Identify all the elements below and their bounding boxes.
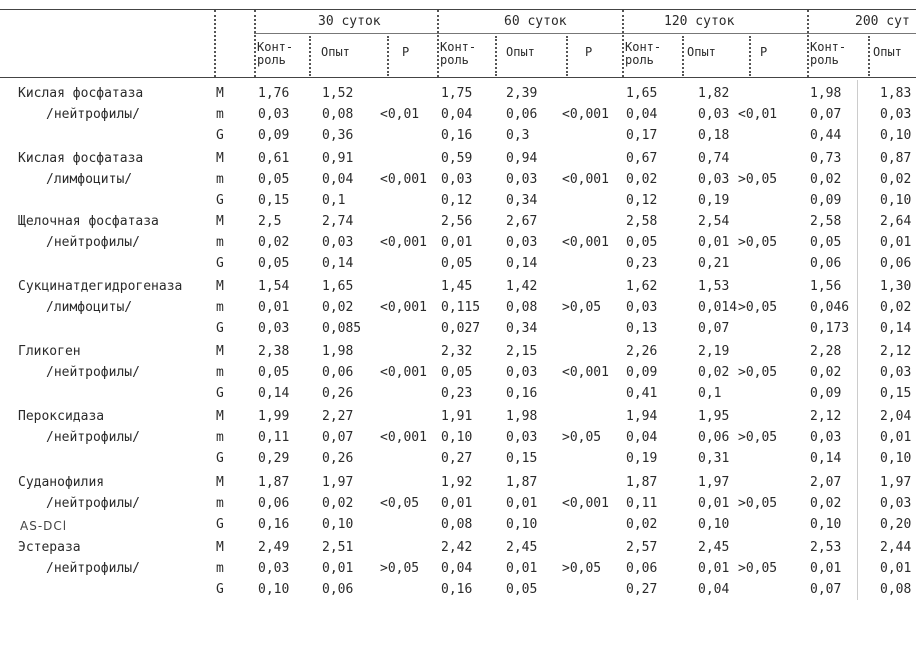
cell-p-120: >0,05 [738, 172, 778, 187]
indicator-name: Пероксидаза [18, 409, 105, 424]
cell-control-30: 0,06 [258, 496, 290, 511]
cell-control-30: 0,01 [258, 300, 290, 315]
cell-control-60: 1,45 [441, 279, 473, 294]
cell-p-30: <0,001 [380, 235, 427, 250]
cell-experiment-120: 1,97 [698, 475, 730, 490]
cell-control-30: 0,09 [258, 128, 290, 143]
cell-experiment-60: 1,98 [506, 409, 538, 424]
indicator-cell-type: /нейтрофилы/ [46, 235, 140, 250]
cell-control-30: 2,5 [258, 214, 282, 229]
cell-control-60: 0,59 [441, 151, 473, 166]
cell-experiment-30: 0,03 [322, 235, 354, 250]
subheader-p: Р [760, 45, 768, 59]
cell-control-200: 0,02 [810, 365, 842, 380]
cell-p-60: >0,05 [562, 300, 602, 315]
cell-experiment-30: 0,26 [322, 451, 354, 466]
cell-p-120: >0,05 [738, 561, 778, 576]
cell-control-120: 0,04 [626, 107, 658, 122]
divider-stub [214, 10, 216, 77]
cell-experiment-120: 0,10 [698, 517, 730, 532]
cell-experiment-30: 0,02 [322, 496, 354, 511]
cell-control-120: 1,65 [626, 86, 658, 101]
cell-control-60: 0,08 [441, 517, 473, 532]
cell-experiment-120: 1,82 [698, 86, 730, 101]
handwritten-note: AS-DCl [20, 519, 68, 533]
cell-experiment-30: 1,65 [322, 279, 354, 294]
cell-control-200: 2,53 [810, 540, 842, 555]
cell-experiment-200: 2,44 [880, 540, 912, 555]
cell-control-120: 0,09 [626, 365, 658, 380]
cell-p-30: <0,05 [380, 496, 420, 511]
cell-experiment-200: 0,01 [880, 430, 912, 445]
cell-p-120: >0,05 [738, 496, 778, 511]
cell-control-120: 2,26 [626, 344, 658, 359]
stat-label: m [216, 172, 224, 187]
cell-control-60: 0,27 [441, 451, 473, 466]
divider-200 [807, 10, 809, 77]
divider-sub-3 [495, 36, 497, 76]
cell-experiment-30: 0,085 [322, 321, 362, 336]
cell-experiment-120: 0,03 [698, 107, 730, 122]
cell-experiment-200: 1,30 [880, 279, 912, 294]
cell-experiment-120: 0,03 [698, 172, 730, 187]
cell-experiment-60: 0,08 [506, 300, 538, 315]
stat-label: М [216, 86, 224, 101]
indicator-name: Гликоген [18, 344, 81, 359]
cell-experiment-200: 0,03 [880, 496, 912, 511]
cell-control-120: 1,87 [626, 475, 658, 490]
cell-experiment-30: 0,01 [322, 561, 354, 576]
cell-control-60: 0,12 [441, 193, 473, 208]
cell-control-120: 1,62 [626, 279, 658, 294]
cell-control-60: 0,05 [441, 365, 473, 380]
cell-control-200: 2,12 [810, 409, 842, 424]
cell-control-30: 0,03 [258, 561, 290, 576]
cell-experiment-30: 2,27 [322, 409, 354, 424]
cell-p-60: <0,001 [562, 172, 609, 187]
cell-control-60: 0,04 [441, 107, 473, 122]
cell-experiment-60: 0,15 [506, 451, 538, 466]
cell-control-60: 1,91 [441, 409, 473, 424]
cell-control-30: 0,05 [258, 172, 290, 187]
cell-experiment-120: 0,01 [698, 561, 730, 576]
cell-control-60: 0,16 [441, 582, 473, 597]
cell-control-60: 0,01 [441, 235, 473, 250]
cell-control-60: 1,92 [441, 475, 473, 490]
cell-experiment-120: 2,54 [698, 214, 730, 229]
cell-p-120: >0,05 [738, 430, 778, 445]
cell-control-120: 1,94 [626, 409, 658, 424]
stat-label: m [216, 235, 224, 250]
cell-p-60: <0,001 [562, 365, 609, 380]
cell-experiment-120: 0,01 [698, 496, 730, 511]
cell-experiment-60: 2,15 [506, 344, 538, 359]
subheader-experiment: Опыт [506, 45, 535, 59]
cell-experiment-60: 0,05 [506, 582, 538, 597]
cell-p-60: >0,05 [562, 561, 602, 576]
cell-p-30: <0,001 [380, 300, 427, 315]
cell-control-30: 1,99 [258, 409, 290, 424]
cell-experiment-30: 0,06 [322, 582, 354, 597]
stat-label: М [216, 214, 224, 229]
cell-experiment-200: 0,06 [880, 256, 912, 271]
header-rule [0, 77, 916, 78]
stat-label: G [216, 321, 224, 336]
cell-control-200: 0,73 [810, 151, 842, 166]
cell-p-30: <0,001 [380, 172, 427, 187]
right-edge-line [857, 80, 858, 600]
cell-p-120: >0,05 [738, 235, 778, 250]
cell-control-60: 2,42 [441, 540, 473, 555]
cell-control-30: 2,38 [258, 344, 290, 359]
subheader-control-line1: Конт- [810, 40, 847, 54]
indicator-cell-type: /нейтрофилы/ [46, 365, 140, 380]
subheader-control-line2: роль [440, 53, 469, 67]
cell-control-200: 0,07 [810, 582, 842, 597]
stat-label: G [216, 582, 224, 597]
cell-experiment-200: 0,10 [880, 193, 912, 208]
cell-experiment-60: 0,01 [506, 561, 538, 576]
cell-experiment-120: 0,1 [698, 386, 722, 401]
cell-control-200: 0,173 [810, 321, 850, 336]
subheader-control-line2: роль [810, 53, 839, 67]
indicator-cell-type: /лимфоциты/ [46, 300, 133, 315]
cell-experiment-60: 0,34 [506, 193, 538, 208]
cell-p-120: >0,05 [738, 365, 778, 380]
divider-30 [254, 10, 256, 77]
stat-label: М [216, 279, 224, 294]
subheader-control-line2: роль [257, 53, 286, 67]
cell-control-200: 0,44 [810, 128, 842, 143]
cell-experiment-30: 1,98 [322, 344, 354, 359]
period-header-60: 60 суток [504, 14, 567, 29]
cell-control-120: 0,03 [626, 300, 658, 315]
cell-control-200: 0,05 [810, 235, 842, 250]
cell-control-200: 0,01 [810, 561, 842, 576]
cell-experiment-200: 0,02 [880, 300, 912, 315]
cell-experiment-200: 1,83 [880, 86, 912, 101]
cell-experiment-200: 0,15 [880, 386, 912, 401]
stat-label: М [216, 151, 224, 166]
cell-control-60: 0,115 [441, 300, 481, 315]
cell-control-120: 0,19 [626, 451, 658, 466]
cell-control-120: 0,04 [626, 430, 658, 445]
indicator-cell-type: /нейтрофилы/ [46, 561, 140, 576]
cell-experiment-200: 2,04 [880, 409, 912, 424]
stat-label: m [216, 300, 224, 315]
indicator-cell-type: /нейтрофилы/ [46, 430, 140, 445]
cell-control-200: 0,02 [810, 172, 842, 187]
cell-control-60: 0,10 [441, 430, 473, 445]
cell-experiment-30: 0,04 [322, 172, 354, 187]
subheader-p: Р [585, 45, 593, 59]
cell-experiment-120: 0,06 [698, 430, 730, 445]
cell-p-120: >0,05 [738, 300, 778, 315]
cell-experiment-60: 1,42 [506, 279, 538, 294]
cell-experiment-30: 0,36 [322, 128, 354, 143]
cell-control-60: 0,027 [441, 321, 481, 336]
cell-control-200: 0,02 [810, 496, 842, 511]
cell-p-30: >0,05 [380, 561, 420, 576]
indicator-name: Кислая фосфатаза [18, 86, 144, 101]
cell-control-30: 1,87 [258, 475, 290, 490]
cell-control-120: 0,23 [626, 256, 658, 271]
cell-control-60: 0,03 [441, 172, 473, 187]
stat-label: m [216, 561, 224, 576]
cell-experiment-30: 0,10 [322, 517, 354, 532]
cell-control-120: 0,05 [626, 235, 658, 250]
cell-control-60: 2,32 [441, 344, 473, 359]
stat-label: М [216, 409, 224, 424]
cell-experiment-60: 0,03 [506, 235, 538, 250]
stat-label: m [216, 365, 224, 380]
cell-control-30: 0,29 [258, 451, 290, 466]
indicator-name: Суданофилия [18, 475, 105, 490]
cell-experiment-120: 0,74 [698, 151, 730, 166]
cell-experiment-200: 0,03 [880, 365, 912, 380]
cell-control-30: 0,14 [258, 386, 290, 401]
cell-p-30: <0,001 [380, 365, 427, 380]
cell-control-200: 0,06 [810, 256, 842, 271]
cell-experiment-200: 0,10 [880, 451, 912, 466]
stat-label: G [216, 193, 224, 208]
indicator-cell-type: /лимфоциты/ [46, 172, 133, 187]
indicator-name: Кислая фосфатаза [18, 151, 144, 166]
subheader-experiment: Опыт [321, 45, 350, 59]
divider-sub-7 [868, 36, 870, 76]
cell-control-60: 0,05 [441, 256, 473, 271]
cell-experiment-60: 2,67 [506, 214, 538, 229]
cell-experiment-60: 0,16 [506, 386, 538, 401]
cell-control-120: 0,11 [626, 496, 658, 511]
cell-experiment-30: 1,97 [322, 475, 354, 490]
cell-control-30: 0,05 [258, 256, 290, 271]
cell-experiment-200: 0,01 [880, 235, 912, 250]
cell-control-120: 2,58 [626, 214, 658, 229]
cell-experiment-30: 0,26 [322, 386, 354, 401]
cell-control-120: 0,17 [626, 128, 658, 143]
cell-control-120: 0,13 [626, 321, 658, 336]
stat-label: М [216, 540, 224, 555]
cell-control-60: 1,75 [441, 86, 473, 101]
cell-experiment-30: 0,1 [322, 193, 346, 208]
subheader-experiment: Опыт [873, 45, 902, 59]
cell-control-120: 0,06 [626, 561, 658, 576]
indicator-name: Сукцинатдегидрогеназа [18, 279, 183, 294]
cell-control-200: 0,03 [810, 430, 842, 445]
cell-experiment-200: 0,02 [880, 172, 912, 187]
cell-experiment-120: 0,31 [698, 451, 730, 466]
cell-experiment-60: 0,03 [506, 430, 538, 445]
cell-control-200: 2,28 [810, 344, 842, 359]
cell-experiment-120: 0,01 [698, 235, 730, 250]
cell-control-30: 0,11 [258, 430, 290, 445]
cell-control-120: 2,57 [626, 540, 658, 555]
cell-experiment-60: 0,94 [506, 151, 538, 166]
cell-control-60: 0,01 [441, 496, 473, 511]
cell-experiment-120: 0,04 [698, 582, 730, 597]
subheader-control-line1: Конт- [440, 40, 477, 54]
cell-experiment-120: 0,014 [698, 300, 738, 315]
cell-control-30: 0,16 [258, 517, 290, 532]
period-header-120: 120 суток [664, 14, 735, 29]
cell-p-30: <0,01 [380, 107, 420, 122]
cell-experiment-30: 1,52 [322, 86, 354, 101]
divider-60 [437, 10, 439, 77]
cell-p-30: <0,001 [380, 430, 427, 445]
cell-experiment-120: 0,18 [698, 128, 730, 143]
cell-experiment-200: 0,01 [880, 561, 912, 576]
indicator-name: Щелочная фосфатаза [18, 214, 159, 229]
cell-experiment-200: 0,14 [880, 321, 912, 336]
cell-control-30: 1,54 [258, 279, 290, 294]
cell-experiment-30: 0,07 [322, 430, 354, 445]
cell-experiment-60: 0,34 [506, 321, 538, 336]
cell-control-200: 0,14 [810, 451, 842, 466]
cell-control-120: 0,12 [626, 193, 658, 208]
cell-control-120: 0,67 [626, 151, 658, 166]
cell-control-30: 0,03 [258, 107, 290, 122]
cell-experiment-30: 2,74 [322, 214, 354, 229]
subheader-control-line1: Конт- [625, 40, 662, 54]
cell-p-60: <0,001 [562, 107, 609, 122]
stat-label: G [216, 451, 224, 466]
subheader-control-line2: роль [625, 53, 654, 67]
cell-experiment-200: 0,87 [880, 151, 912, 166]
cell-experiment-60: 0,03 [506, 172, 538, 187]
cell-experiment-60: 0,01 [506, 496, 538, 511]
indicator-cell-type: /нейтрофилы/ [46, 496, 140, 511]
cell-control-30: 0,05 [258, 365, 290, 380]
cell-experiment-200: 1,97 [880, 475, 912, 490]
cell-experiment-120: 2,45 [698, 540, 730, 555]
divider-sub-5 [682, 36, 684, 76]
cell-experiment-200: 0,10 [880, 128, 912, 143]
cell-experiment-60: 0,14 [506, 256, 538, 271]
cell-experiment-60: 0,06 [506, 107, 538, 122]
stat-label: G [216, 256, 224, 271]
indicator-name: Эстераза [18, 540, 81, 555]
cell-experiment-120: 0,21 [698, 256, 730, 271]
cell-experiment-200: 2,64 [880, 214, 912, 229]
cell-p-60: <0,001 [562, 496, 609, 511]
stat-label: m [216, 107, 224, 122]
cell-experiment-30: 2,51 [322, 540, 354, 555]
subheader-experiment: Опыт [687, 45, 716, 59]
cell-experiment-120: 0,02 [698, 365, 730, 380]
cell-control-30: 0,03 [258, 321, 290, 336]
cell-control-30: 0,61 [258, 151, 290, 166]
cell-control-30: 0,10 [258, 582, 290, 597]
cell-control-200: 0,07 [810, 107, 842, 122]
cell-control-200: 0,09 [810, 386, 842, 401]
cell-control-60: 2,56 [441, 214, 473, 229]
divider-120 [622, 10, 624, 77]
stat-label: m [216, 496, 224, 511]
cell-control-200: 0,10 [810, 517, 842, 532]
stat-label: m [216, 430, 224, 445]
divider-sub-2 [387, 36, 389, 76]
top-rule [0, 9, 916, 10]
cell-experiment-30: 0,91 [322, 151, 354, 166]
cell-experiment-200: 0,20 [880, 517, 912, 532]
stat-label: М [216, 475, 224, 490]
cell-control-120: 0,02 [626, 172, 658, 187]
cell-control-120: 0,41 [626, 386, 658, 401]
cell-p-60: <0,001 [562, 235, 609, 250]
cell-experiment-30: 0,08 [322, 107, 354, 122]
cell-experiment-30: 0,06 [322, 365, 354, 380]
cell-control-30: 2,49 [258, 540, 290, 555]
cell-control-60: 0,04 [441, 561, 473, 576]
cell-experiment-200: 0,03 [880, 107, 912, 122]
cell-control-30: 0,02 [258, 235, 290, 250]
cell-control-200: 0,046 [810, 300, 850, 315]
subheader-rule [254, 33, 916, 34]
cell-experiment-30: 0,14 [322, 256, 354, 271]
cell-control-200: 2,07 [810, 475, 842, 490]
cell-experiment-120: 2,19 [698, 344, 730, 359]
stat-label: G [216, 386, 224, 401]
period-header-30: 30 суток [318, 14, 381, 29]
stat-label: G [216, 128, 224, 143]
cell-experiment-60: 2,39 [506, 86, 538, 101]
cell-experiment-30: 0,02 [322, 300, 354, 315]
cell-control-60: 0,16 [441, 128, 473, 143]
cell-experiment-60: 0,10 [506, 517, 538, 532]
divider-sub-1 [309, 36, 311, 76]
cell-experiment-200: 2,12 [880, 344, 912, 359]
stat-label: G [216, 517, 224, 532]
subheader-p: Р [402, 45, 410, 59]
divider-sub-6 [749, 36, 751, 76]
cell-control-60: 0,23 [441, 386, 473, 401]
cell-control-200: 1,98 [810, 86, 842, 101]
subheader-control-line1: Конт- [257, 40, 294, 54]
cell-control-200: 2,58 [810, 214, 842, 229]
cell-control-120: 0,27 [626, 582, 658, 597]
indicator-cell-type: /нейтрофилы/ [46, 107, 140, 122]
period-header-200: 200 сут [855, 14, 910, 29]
divider-sub-4 [566, 36, 568, 76]
cell-experiment-120: 0,19 [698, 193, 730, 208]
stat-label: М [216, 344, 224, 359]
cell-experiment-60: 0,3 [506, 128, 530, 143]
cell-experiment-120: 0,07 [698, 321, 730, 336]
cell-control-120: 0,02 [626, 517, 658, 532]
cell-control-30: 0,15 [258, 193, 290, 208]
cell-experiment-60: 0,03 [506, 365, 538, 380]
cell-control-200: 1,56 [810, 279, 842, 294]
cell-experiment-60: 2,45 [506, 540, 538, 555]
cell-experiment-120: 1,53 [698, 279, 730, 294]
cell-p-120: <0,01 [738, 107, 778, 122]
cell-experiment-200: 0,08 [880, 582, 912, 597]
cell-p-60: >0,05 [562, 430, 602, 445]
cell-experiment-60: 1,87 [506, 475, 538, 490]
cell-control-200: 0,09 [810, 193, 842, 208]
cell-control-30: 1,76 [258, 86, 290, 101]
cell-experiment-120: 1,95 [698, 409, 730, 424]
